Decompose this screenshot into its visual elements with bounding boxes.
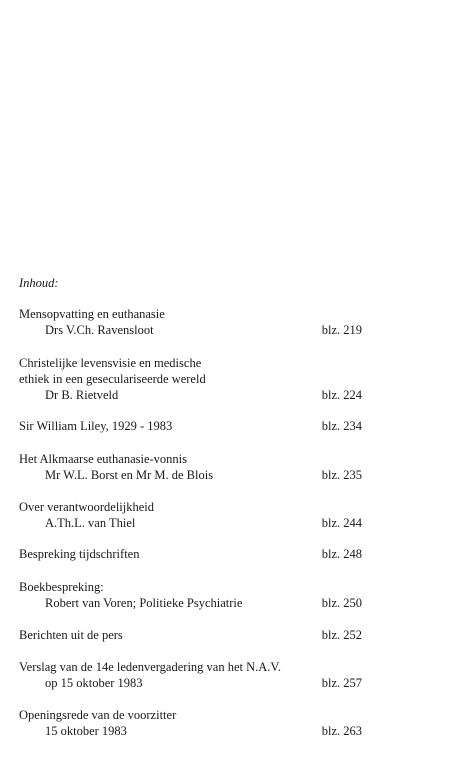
entry-page: blz. 224: [321, 388, 362, 402]
entry-title: Berichten uit de pers: [19, 628, 123, 642]
entry-author-text: Mr W.L. Borst en Mr M. de Blois: [45, 468, 214, 482]
entry-title-row: [19, 627, 364, 643]
toc-entry: [19, 659, 364, 691]
entry-author: [19, 322, 364, 338]
entry-page: blz. 234: [321, 419, 362, 433]
toc-entry: [19, 707, 364, 739]
entry-author: [19, 515, 364, 531]
entry-page: blz. 244: [321, 516, 362, 530]
toc-entry: [19, 355, 364, 403]
entry-title: Het Alkmaarse euthanasie-vonnis: [19, 452, 188, 466]
toc-entry: [19, 579, 364, 611]
entry-title: Boekbespreking:: [19, 580, 104, 594]
entry-title-continued: ethiek in een geseculariseerde wereld: [19, 372, 206, 386]
toc-entry: [19, 451, 364, 483]
entry-author-text: Drs V.Ch. Ravensloot: [45, 323, 154, 337]
entry-author: [19, 467, 364, 483]
entry-title: Verslag van de 14e ledenvergadering van het N.A.V.: [19, 660, 281, 674]
toc-entry: [19, 418, 364, 434]
entry-title-row: [19, 546, 364, 562]
toc-entry: [19, 627, 364, 643]
toc-entry: [19, 499, 364, 531]
entry-author: [19, 595, 364, 611]
entry-page: blz. 219: [321, 323, 362, 337]
entry-author-text: Dr B. Rietveld: [45, 388, 119, 402]
entry-title: Openingsrede van de voorzitter: [19, 708, 177, 722]
entry-title: Sir William Liley, 1929 - 1983: [19, 419, 173, 433]
entry-page: blz. 235: [321, 468, 362, 482]
toc-entry: [19, 546, 364, 562]
toc-heading: Inhoud:: [19, 276, 59, 290]
entry-title: Christelijke levensvisie en medische: [19, 356, 202, 370]
entry-author-text: A.Th.L. van Thiel: [45, 516, 136, 530]
entry-author-text: 15 oktober 1983: [45, 724, 127, 738]
entry-title: Over verantwoordelijkheid: [19, 500, 155, 514]
entry-page: blz. 252: [321, 628, 362, 642]
toc-entry: [19, 306, 364, 338]
entry-page: blz. 248: [321, 547, 362, 561]
entry-author: [19, 675, 364, 691]
entry-title: Mensopvatting en euthanasie: [19, 307, 165, 321]
entry-title-row: [19, 418, 364, 434]
entry-author-text: op 15 oktober 1983: [45, 676, 143, 690]
entry-author: [19, 387, 364, 403]
entry-page: blz. 250: [321, 596, 362, 610]
entry-title: Bespreking tijdschriften: [19, 547, 140, 561]
entry-page: blz. 263: [321, 724, 362, 738]
entry-page: blz. 257: [321, 676, 362, 690]
entry-author-text: Robert van Voren; Politieke Psychiatrie: [45, 596, 243, 610]
entry-author: [19, 723, 364, 739]
